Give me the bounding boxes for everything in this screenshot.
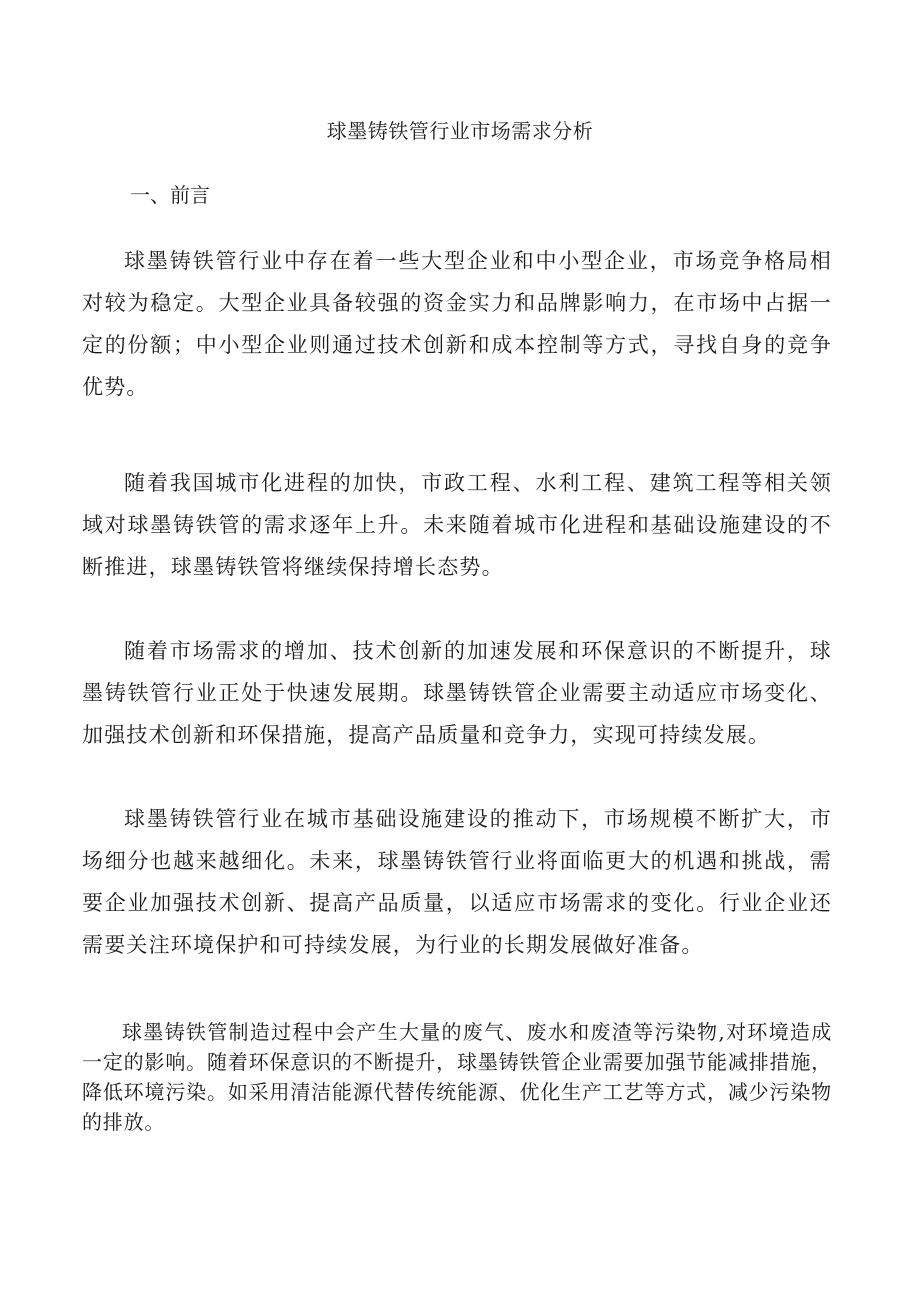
section-heading: 一、前言 xyxy=(130,183,210,207)
document-title: 球墨铸铁管行业市场需求分析 xyxy=(326,119,594,143)
paragraph: 球墨铸铁管行业在城市基础设施建设的推动下，市场规模不断扩大，市场细分也越来越细化。未来，球墨铸铁管行业将面临更大的机遇和挑战，需要企业加强技术创新、提高产品质量，以适应市场需求的变化。行业企业还需要关注环境保护和可持续发展，为行业的长期发展做好准备。 xyxy=(82,807,832,957)
paragraph: 随着我国城市化进程的加快，市政工程、水利工程、建筑工程等相关领域对球墨铸铁管的需求逐年上升。未来随着城市化进程和基础设施建设的不断推进，球墨铸铁管将继续保持增长态势。 xyxy=(82,471,832,579)
paragraph: 随着市场需求的增加、技术创新的加速发展和环保意识的不断提升，球墨铸铁管行业正处于快速发展期。球墨铸铁管企业需要主动适应市场变化、加强技术创新和环保措施，提高产品质量和竞争力，实现可持续发展。 xyxy=(82,639,832,747)
paragraph: 球墨铸铁管制造过程中会产生大量的废气、废水和废渣等污染物,对环境造成一定的影响。随着环保意识的不断提升，球墨铸铁管企业需要加强节能减排措施，降低环境污染。如采用清洁能源代替传统能源、优化生产工艺等方式，减少污染物的排放。 xyxy=(82,1020,832,1134)
paragraph: 球墨铸铁管行业中存在着一些大型企业和中小型企业，市场竞争格局相对较为稳定。大型企业具备较强的资金实力和品牌影响力，在市场中占据一定的份额；中小型企业则通过技术创新和成本控制等方式，寻找自身的竞争优势。 xyxy=(82,249,832,399)
